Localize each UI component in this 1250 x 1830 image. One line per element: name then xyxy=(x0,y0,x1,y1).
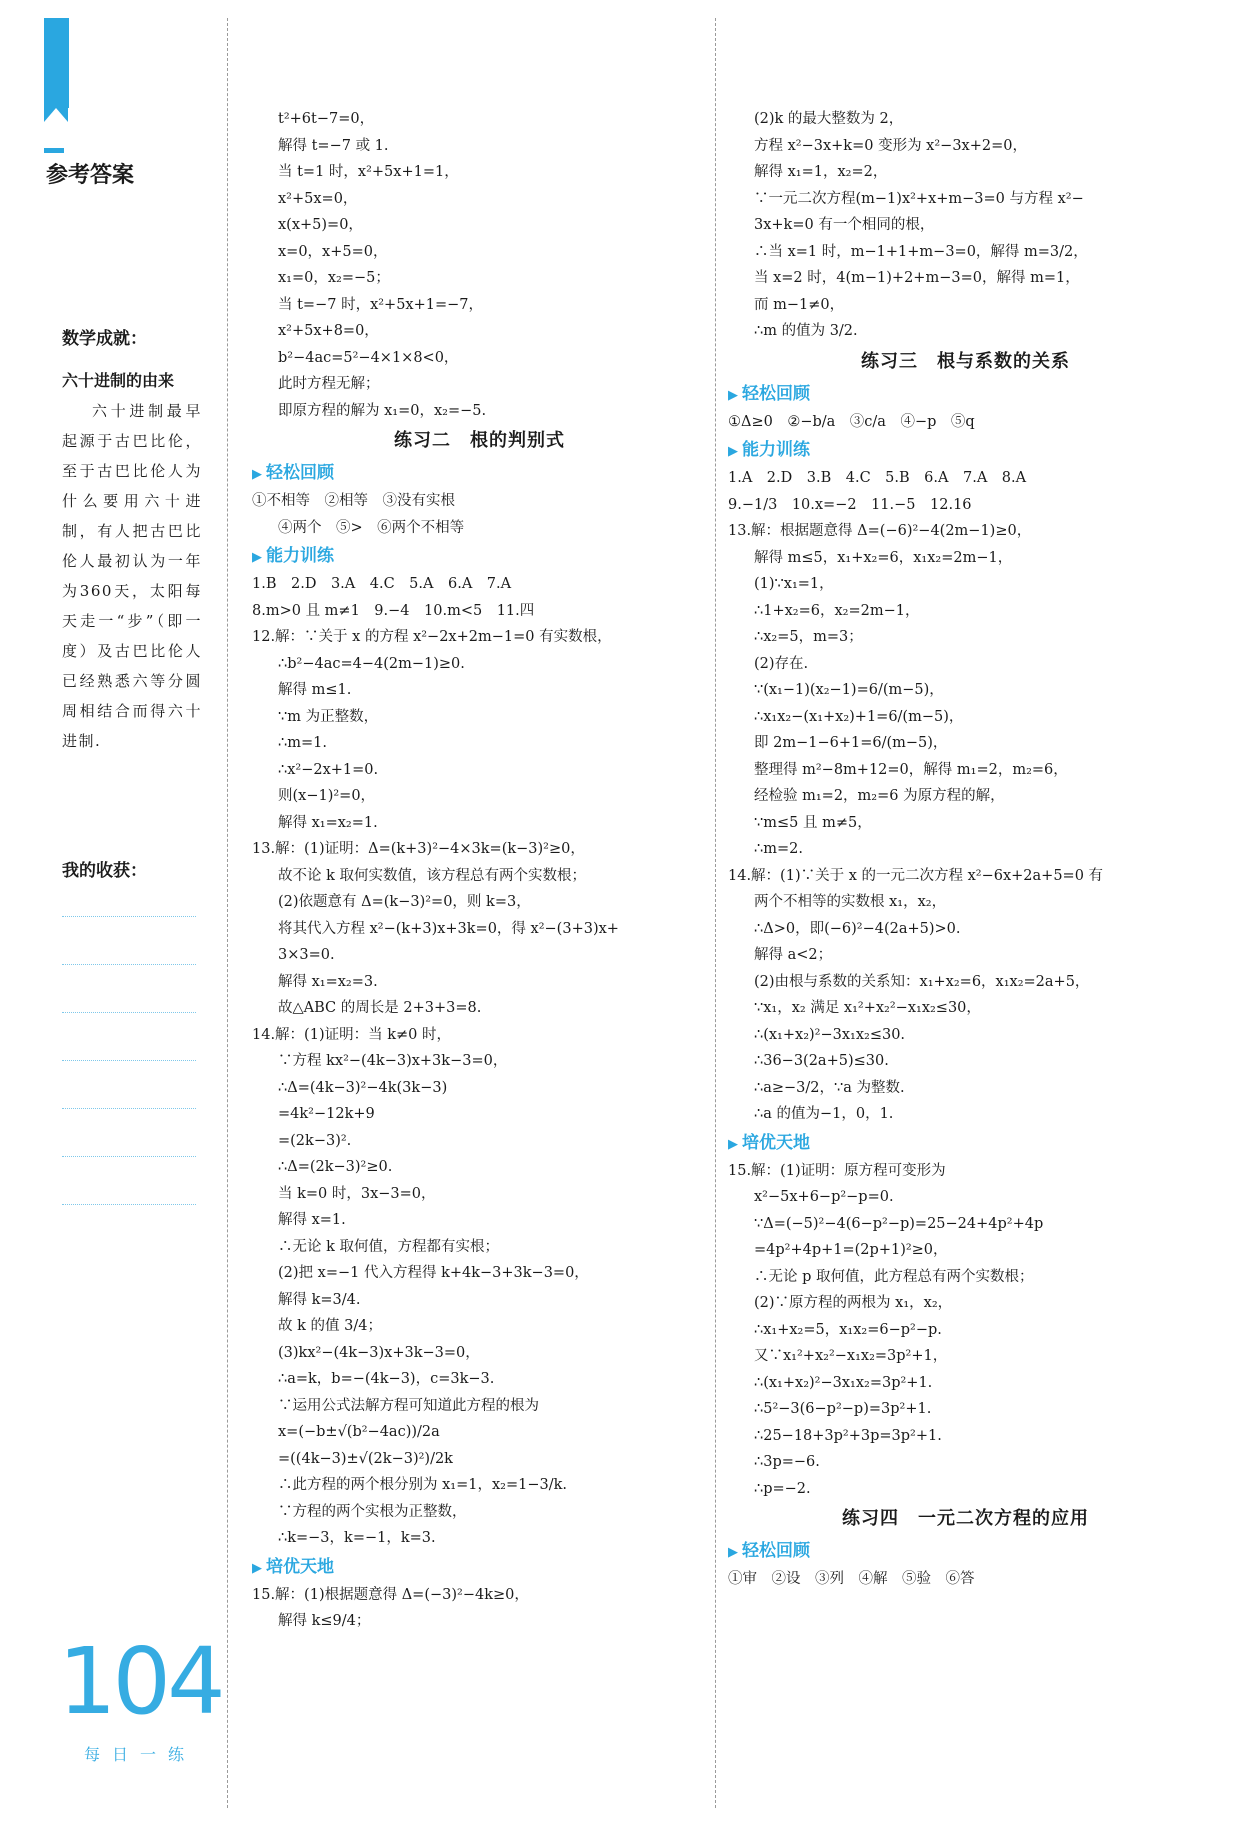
answer-line: 解得 m≤5，x₁+x₂=6，x₁x₂=2m−1， xyxy=(754,549,1013,566)
answer-line: 解得 x=1. xyxy=(278,1212,346,1228)
answer-line: 15.解：(1)证明：原方程可变形为 xyxy=(728,1162,946,1179)
answer-line: 解得 k≤9/4； xyxy=(278,1613,371,1629)
answer-line: 15.解：(1)根据题意得 Δ=(−3)²−4k≥0， xyxy=(252,1586,529,1603)
answer-line: 方程 x²−3x+k=0 变形为 x²−3x+2=0， xyxy=(754,137,1027,154)
answer-line: ④两个 ⑤> ⑥两个不相等 xyxy=(278,519,465,536)
answer-line: 故△ABC 的周长是 2+3+3=8. xyxy=(278,1000,482,1016)
exercise-title: 练习四 一元二次方程的应用 xyxy=(842,1508,1089,1529)
series-label: 每日一练 xyxy=(84,1745,197,1764)
answer-line: (3)kx²−(4k−3)x+3k−3=0， xyxy=(278,1344,480,1361)
answer-line: (1)∵x₁=1， xyxy=(754,576,834,592)
answer-line: ∴Δ=(4k−3)²−4k(3k−3) xyxy=(278,1079,448,1096)
answer-line: =4p²+4p+1=(2p+1)²≥0， xyxy=(754,1242,948,1258)
answer-line: 1.B 2.D 3.A 4.C 5.A 6.A 7.A xyxy=(252,576,512,592)
answer-line: ∴3p=−6. xyxy=(754,1454,820,1470)
answer-line: 8.m>0 且 m≠1 9.−4 10.m<5 11.四 xyxy=(252,602,535,619)
section-heading: ▶ 轻松回顾 xyxy=(252,458,707,488)
answer-line: 解得 x₁=x₂=1. xyxy=(278,814,378,831)
answer-line: 故不论 k 取何实数值，该方程总有两个实数根； xyxy=(278,867,587,884)
blue-tab-marker xyxy=(44,18,69,108)
answer-line: ∴p=−2. xyxy=(754,1480,811,1497)
section-heading: ▶ 轻松回顾 xyxy=(728,1536,1203,1566)
answer-line: 14.解：(1)∵关于 x 的一元二次方程 x²−6x+2a+5=0 有 xyxy=(728,867,1104,884)
answer-column-left xyxy=(252,106,707,1635)
answer-line: ∴Δ>0，即(−6)²−4(2a+5)>0. xyxy=(754,920,961,937)
answer-line: (2)∵原方程的两根为 x₁，x₂， xyxy=(754,1295,953,1311)
answer-line: ∴b²−4ac=4−4(2m−1)≥0. xyxy=(278,655,465,672)
answer-line: =4k²−12k+9 xyxy=(278,1106,375,1122)
answer-line: ∵一元二次方程(m−1)x²+x+m−3=0 与方程 x²− xyxy=(754,190,1084,207)
page-number: 104 xyxy=(58,1628,222,1735)
note-line xyxy=(62,916,196,917)
answer-line: (2)k 的最大整数为 2， xyxy=(754,111,904,127)
answer-line: ∴m 的值为 3/2. xyxy=(754,323,858,339)
answer-line: 则(x−1)²=0， xyxy=(278,788,376,804)
exercise-title: 练习二 根的判别式 xyxy=(394,430,565,451)
answer-line: 解得 x₁=x₂=3. xyxy=(278,973,378,990)
answer-line: t²+6t−7=0， xyxy=(278,111,375,127)
answer-line: ∴x₁+x₂=5，x₁x₂=6−p²−p. xyxy=(754,1321,942,1338)
exercise-title: 练习三 根与系数的关系 xyxy=(861,350,1070,372)
answer-line: ∴(x₁+x₂)²−3x₁x₂=3p²+1. xyxy=(754,1374,933,1391)
sidebar-subtitle: 六十进制的由来 xyxy=(62,371,175,390)
answer-line: ∴无论 p 取何值，此方程总有两个实数根； xyxy=(754,1268,1034,1285)
answer-line: ∴x₁x₂−(x₁+x₂)+1=6/(m−5)， xyxy=(754,708,964,725)
answer-line: 13.解：根据题意得 Δ=(−6)²−4(2m−1)≥0， xyxy=(728,523,1032,539)
note-line xyxy=(62,1012,196,1013)
answer-line: ∴a=k，b=−(4k−3)，c=3k−3. xyxy=(278,1371,495,1387)
answer-line: ∵运用公式法解方程可知道此方程的根为 xyxy=(278,1397,539,1414)
answer-line: 即 2m−1−6+1=6/(m−5)， xyxy=(754,735,948,751)
answer-line: ∴(x₁+x₂)²−3x₁x₂≤30. xyxy=(754,1026,906,1043)
answer-line: 即原方程的解为 x₁=0，x₂=−5. xyxy=(278,402,487,419)
answer-line: 将其代入方程 x²−(k+3)x+3k=0，得 x²−(3+3)x+ xyxy=(278,920,619,937)
answer-line: x₁=0，x₂=−5； xyxy=(278,270,390,286)
section-heading: ▶ 培优天地 xyxy=(728,1128,1203,1158)
answer-line: ①审 ②设 ③列 ④解 ⑤验 ⑥答 xyxy=(728,1571,975,1587)
answer-line: 解得 t=−7 或 1. xyxy=(278,137,389,154)
answer-line: ∴无论 k 取何值，方程都有实根； xyxy=(278,1238,500,1255)
answer-line: ∴36−3(2a+5)≤30. xyxy=(754,1053,889,1069)
answer-line: =((4k−3)±√(2k−3)²)/2k xyxy=(278,1450,453,1467)
answer-line: x=(−b±√(b²−4ac))/2a xyxy=(278,1424,440,1440)
answer-line: x²+5x+8=0， xyxy=(278,323,379,339)
answer-line: ∵Δ=(−5)²−4(6−p²−p)=25−24+4p²+4p xyxy=(754,1215,1044,1232)
answer-line: 3×3=0. xyxy=(278,947,335,963)
section-heading: ▶ 轻松回顾 xyxy=(728,379,1203,409)
answer-line: 当 k=0 时，3x−3=0， xyxy=(278,1185,436,1202)
answer-line: (2)存在. xyxy=(754,655,809,672)
answer-line: ∴Δ=(2k−3)²≥0. xyxy=(278,1159,393,1175)
answer-line: 经检验 m₁=2，m₂=6 为原方程的解， xyxy=(754,788,1005,804)
answer-line: ∴a 的值为−1，0，1. xyxy=(754,1106,894,1122)
note-line xyxy=(62,1156,196,1157)
column-divider xyxy=(715,18,716,1808)
note-line xyxy=(62,1108,196,1109)
answer-line: x(x+5)=0， xyxy=(278,217,363,233)
section-heading: ▶ 培优天地 xyxy=(252,1552,707,1582)
answer-line: 1.A 2.D 3.B 4.C 5.B 6.A 7.A 8.A xyxy=(728,470,1027,486)
answer-line: ∴m=2. xyxy=(754,841,803,857)
note-line xyxy=(62,1204,196,1205)
answer-line: ∴5²−3(6−p²−p)=3p²+1. xyxy=(754,1401,932,1417)
answer-line: 当 x=2 时，4(m−1)+2+m−3=0，解得 m=1， xyxy=(754,270,1080,286)
answer-line: ∵(x₁−1)(x₂−1)=6/(m−5)， xyxy=(754,682,944,698)
sidebar-heading: 数学成就： xyxy=(62,329,147,349)
answer-line: ∵x₁，x₂ 满足 x₁²+x₂²−x₁x₂≤30， xyxy=(754,1000,981,1016)
answer-line: 整理得 m²−8m+12=0，解得 m₁=2，m₂=6， xyxy=(754,761,1068,778)
answer-line: ∴此方程的两个根分别为 x₁=1，x₂=1−3/k. xyxy=(278,1477,567,1493)
note-line xyxy=(62,964,196,965)
answer-line: 12.解：∵关于 x 的方程 x²−2x+2m−1=0 有实数根， xyxy=(252,629,612,645)
answer-line: ∵方程 kx²−(4k−3)x+3k−3=0， xyxy=(278,1053,508,1069)
answer-line: ∵方程的两个实根为正整数， xyxy=(278,1503,467,1520)
answer-line: (2)由根与系数的关系知：x₁+x₂=6，x₁x₂=2a+5， xyxy=(754,973,1090,990)
title-accent-bar xyxy=(44,148,64,153)
answer-line: 解得 a<2； xyxy=(754,947,833,963)
section-heading: ▶ 能力训练 xyxy=(252,541,707,571)
answer-line: x²+5x=0， xyxy=(278,190,358,207)
answer-line: ∴当 x=1 时，m−1+1+m−3=0，解得 m=3/2， xyxy=(754,243,1088,260)
answer-line: 9.−1/3 10.x=−2 11.−5 12.16 xyxy=(728,496,972,513)
answer-line: 当 t=−7 时，x²+5x+1=−7， xyxy=(278,296,484,313)
answer-line: ∵m 为正整数， xyxy=(278,708,379,725)
answer-line: 当 t=1 时，x²+5x+1=1， xyxy=(278,164,459,180)
sidebar-body: 六十进制最早起源于古巴比伦，至于古巴比伦人为什么要用六十进制，有人把古巴比伦人最初认为一年为360天，太阳每天走一“步”（即一度）及古巴比伦人已经熟悉六等分圆周相结合而得六十进制. xyxy=(62,402,202,750)
answer-line: 两个不相等的实数根 x₁，x₂， xyxy=(754,894,947,910)
answer-line: (2)依题意有 Δ=(k−3)²=0，则 k=3， xyxy=(278,894,531,910)
answer-line: ①不相等 ②相等 ③没有实根 xyxy=(252,493,455,509)
column-divider xyxy=(227,18,228,1808)
answer-line: 3x+k=0 有一个相同的根， xyxy=(754,217,935,233)
answer-column-right xyxy=(728,106,1203,1593)
answer-line: ∴m=1. xyxy=(278,735,327,751)
answer-line: ∴x²−2x+1=0. xyxy=(278,761,379,778)
answer-line: (2)把 x=−1 代入方程得 k+4k−3+3k−3=0， xyxy=(278,1265,589,1281)
answer-line: 解得 m≤1. xyxy=(278,682,352,698)
answer-line: ∴1+x₂=6，x₂=2m−1， xyxy=(754,602,920,619)
answer-line: ∴a≥−3/2，∵a 为整数. xyxy=(754,1079,905,1096)
answer-line: 13.解：(1)证明：Δ=(k+3)²−4×3k=(k−3)²≥0， xyxy=(252,841,585,857)
answer-line: ①Δ≥0 ②−b/a ③c/a ④−p ⑤q xyxy=(728,413,975,430)
answer-line: 此时方程无解； xyxy=(278,376,380,392)
answer-line: =(2k−3)². xyxy=(278,1132,352,1149)
answer-line: 14.解：(1)证明：当 k≠0 时， xyxy=(252,1026,451,1043)
answer-line: ∴25−18+3p²+3p=3p²+1. xyxy=(754,1427,942,1444)
answer-line: ∴x₂=5，m=3； xyxy=(754,629,863,645)
section-heading: ▶ 能力训练 xyxy=(728,435,1203,465)
answer-line: x=0，x+5=0， xyxy=(278,243,388,260)
harvest-label: 我的收获： xyxy=(62,861,147,881)
note-line xyxy=(62,1060,196,1061)
answer-line: 解得 k=3/4. xyxy=(278,1291,361,1308)
answer-line: ∴k=−3，k=−1，k=3. xyxy=(278,1530,436,1546)
answer-line: b²−4ac=5²−4×1×8<0， xyxy=(278,349,459,366)
answer-line: 解得 x₁=1，x₂=2， xyxy=(754,164,888,180)
sidebar xyxy=(62,324,202,756)
answer-line: ∵m≤5 且 m≠5， xyxy=(754,814,872,831)
section-title: 参考答案 xyxy=(46,163,135,188)
answer-line: x²−5x+6−p²−p=0. xyxy=(754,1189,894,1205)
answer-line: 又∵x₁²+x₂²−x₁x₂=3p²+1， xyxy=(754,1348,948,1364)
answer-line: 故 k 的值 3/4； xyxy=(278,1318,382,1334)
answer-line: 而 m−1≠0， xyxy=(754,296,845,313)
